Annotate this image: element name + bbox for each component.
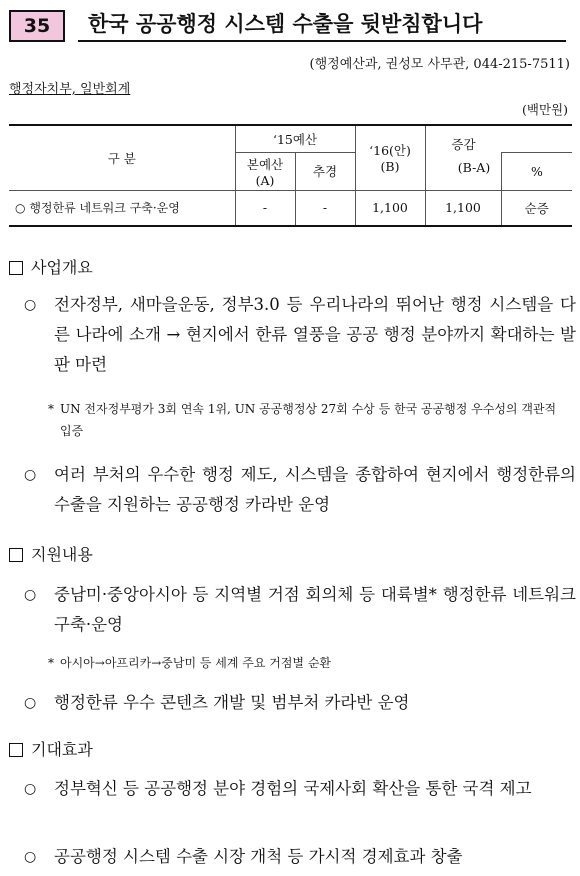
section-effect-title: 기대효과 [9,737,93,760]
overview-note-text: UN 전자정부평가 3회 연속 1위, UN 공공행정상 27회 수상 등 한국 공공행정 우수성의 객관적 입증 [60,402,557,438]
cell-pct: 순증 [501,190,572,226]
overview-bullet-1-text: 전자정부, 새마을운동, 정부3.0 등 우리나라의 뛰어난 행정 시스템을 다른 나라에 소개 → 현지에서 한류 열풍을 공공 행정 분야까지 확대하는 발판 마련 [54,295,576,374]
asterisk-icon: * [48,402,54,416]
overview-bullet-2 [24,460,576,522]
circle-bullet-icon: ○ [24,781,37,797]
header-budget15: ‘15예산 [235,125,355,152]
support-bullet-2-text: 행정한류 우수 콘텐츠 개발 및 범부처 카라반 운영 [54,693,410,712]
contact-info: (행정예산과, 권성모 사무관, 044-215-7511) [309,57,570,72]
effect-bullet-2-text: 공공행정 시스템 수출 시장 개척 등 가시적 경제효과 창출 [54,847,463,866]
effect-bullet-1-text: 정부혁신 등 공공행정 분야 경험의 국제사회 확산을 통한 국격 제고 [54,779,532,798]
header-main-sub: (A) [255,172,275,188]
cell-main: - [235,190,295,226]
checkbox-square-icon [9,548,23,562]
effect-bullet-2 [24,842,576,874]
support-note-text: 아시아→아프리카→중남미 등 세계 주요 거점별 순환 [60,656,332,670]
circle-bullet-icon: ○ [24,695,37,711]
overview-bullet-1 [24,290,576,385]
checkbox-square-icon [9,261,23,275]
cell-supp: - [295,190,355,226]
section-support-title: 지원내용 [9,542,93,565]
circle-bullet-icon: ○ [24,587,37,603]
cell-change: 1,100 [425,190,501,226]
header-change-sub: (B-A) [457,160,491,175]
cell-b16: 1,100 [355,190,425,226]
budget-table [9,124,572,227]
overview-bullet-2-text: 여러 부처의 우수한 행정 제도, 시스템을 종합하여 현지에서 행정한류의 수출을 지원하는 공공행정 카라반 운영 [54,465,576,514]
page-title: 한국 공공행정 시스템 수출을 뒷받침합니다 [78,8,566,42]
item-number-badge: 35 [9,10,65,42]
header-main [235,152,295,190]
circle-bullet-icon: ○ [24,467,37,483]
row-label: 행정한류 네트워크 구축·운영 [29,201,180,216]
support-bullet-1-text: 중남미·중앙아시아 등 지역별 거점 회의체 등 대륙별* 행정한류 네트워크 구축·운영 [54,585,576,634]
effect-bullet-1 [24,774,576,836]
support-bullet-2 [24,688,576,720]
header-budget16 [355,125,425,190]
header-pct-cell: % [501,152,572,190]
header-category: 구 분 [9,125,235,190]
checkbox-square-icon [9,743,23,757]
overview-note [48,398,572,444]
row-bullet: ○ [15,201,26,216]
unit-label: (백만원) [522,102,568,117]
row-name [9,190,235,226]
ministry-label: 행정자치부, 일반회계 [9,82,131,97]
header-change: 증감 [451,137,476,152]
asterisk-icon: * [48,656,54,670]
header-main-label: 본예산 [246,156,284,172]
circle-bullet-icon: ○ [24,297,37,313]
header-budget16-sub: (B) [380,159,400,175]
section-overview-title: 사업개요 [9,255,93,278]
header-budget16-label: ‘16(안) [369,143,411,159]
header-supp: 추경 [295,152,355,190]
support-bullet-1 [24,580,576,642]
support-note [48,652,572,676]
circle-bullet-icon: ○ [24,849,37,865]
